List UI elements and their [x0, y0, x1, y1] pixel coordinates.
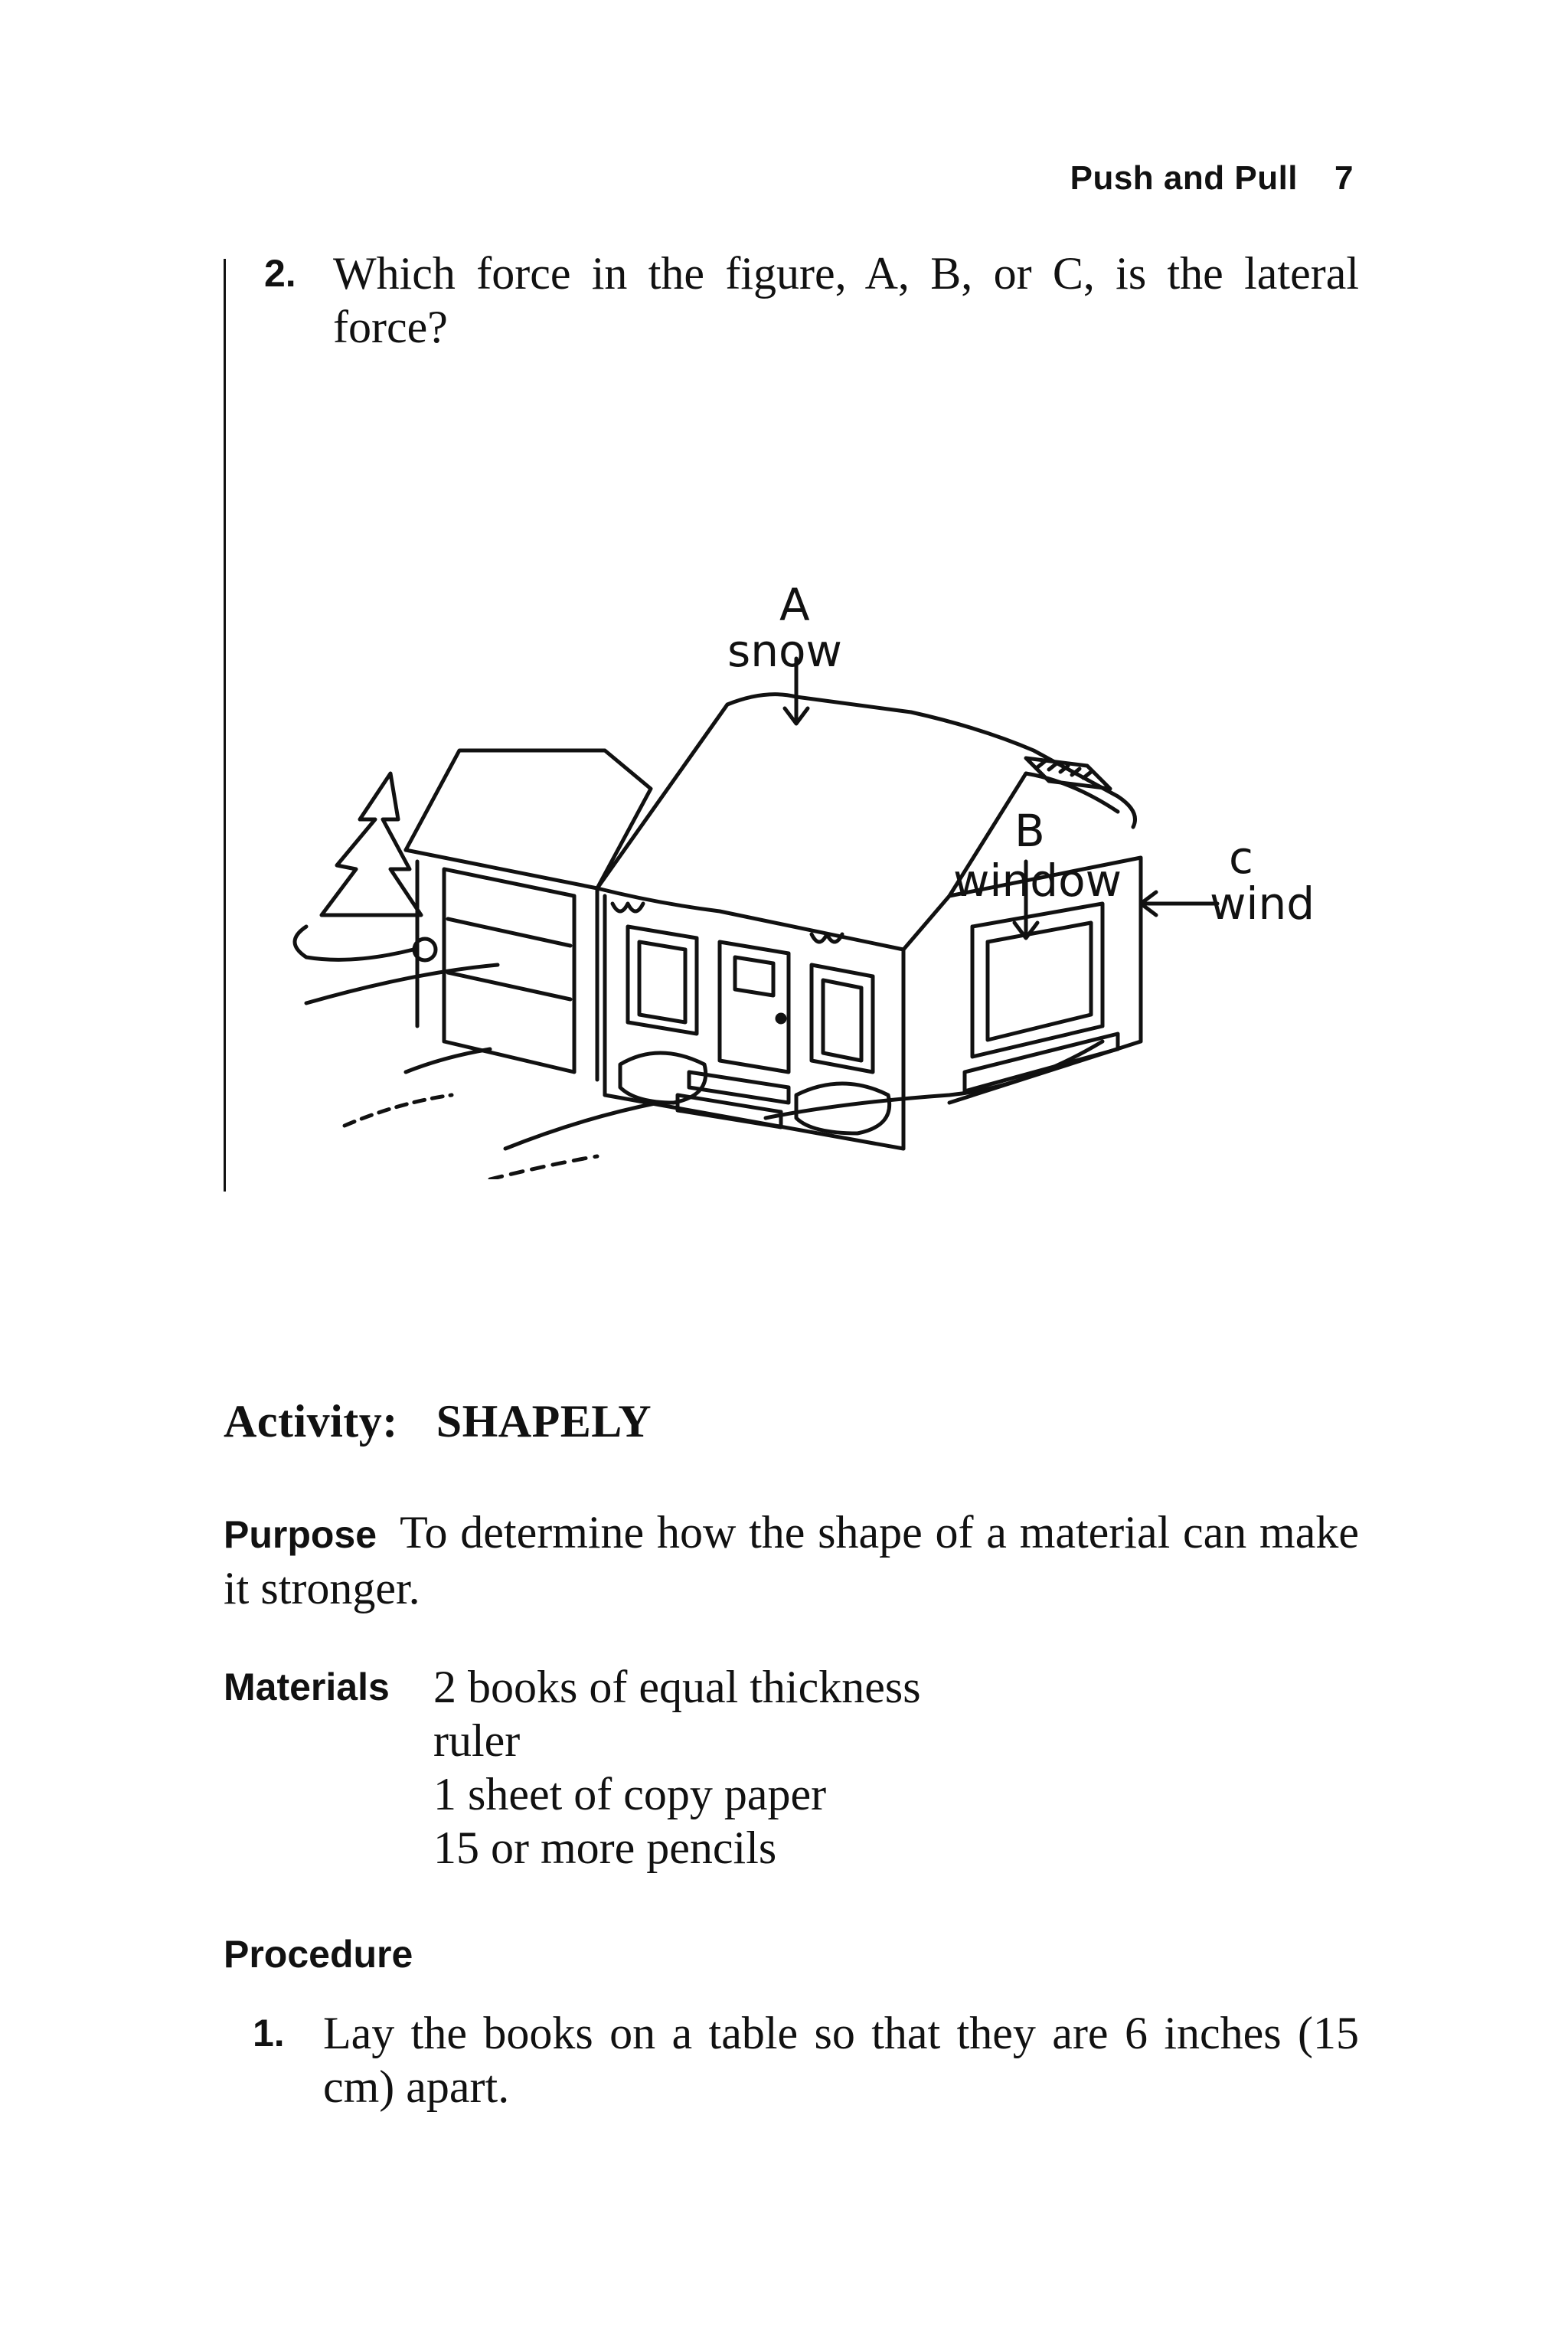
- procedure-step-1: [253, 2006, 1359, 2114]
- step-text: Lay the books on a table so that they are 6 inches (15 cm) apart.: [323, 2008, 1359, 2112]
- margin-rule: [224, 259, 226, 1192]
- procedure-heading: [224, 1925, 1359, 1981]
- house-illustration: [260, 567, 1386, 1179]
- purpose-label: Purpose: [224, 1513, 377, 1556]
- material-item: 15 or more pencils: [433, 1823, 777, 1873]
- material-item: ruler: [433, 1715, 521, 1766]
- running-title: Push and Pull: [1070, 159, 1298, 197]
- activity-prefix: Activity:: [224, 1396, 398, 1447]
- label-a-letter: A: [779, 579, 810, 631]
- activity-name: SHAPELY: [436, 1396, 652, 1447]
- materials-list: [433, 1660, 1359, 1875]
- activity-heading: [224, 1395, 652, 1448]
- label-c-letter: c: [1229, 832, 1253, 884]
- question-number: 2.: [264, 252, 296, 295]
- procedure-label: Procedure: [224, 1933, 413, 1976]
- label-a-word: snow: [727, 625, 842, 677]
- label-b-letter: B: [1014, 805, 1045, 857]
- step-number: 1.: [253, 2012, 285, 2055]
- materials-section: [224, 1660, 1359, 1875]
- purpose-text: To determine how the shape of a material can make it stronger.: [224, 1507, 1359, 1613]
- page-number: 7: [1334, 159, 1354, 197]
- label-b-word: window: [953, 855, 1122, 907]
- running-head: [1070, 159, 1354, 198]
- question-2: [264, 247, 1359, 354]
- label-c-word: wind: [1210, 878, 1315, 930]
- materials-label: Materials: [224, 1666, 390, 1708]
- material-item: 2 books of equal thickness: [433, 1662, 921, 1712]
- material-item: 1 sheet of copy paper: [433, 1769, 827, 1819]
- purpose-section: [224, 1505, 1359, 1615]
- house-forces-figure: [260, 567, 1386, 1179]
- question-text: Which force in the figure, A, B, or C, is the lateral force?: [333, 248, 1359, 352]
